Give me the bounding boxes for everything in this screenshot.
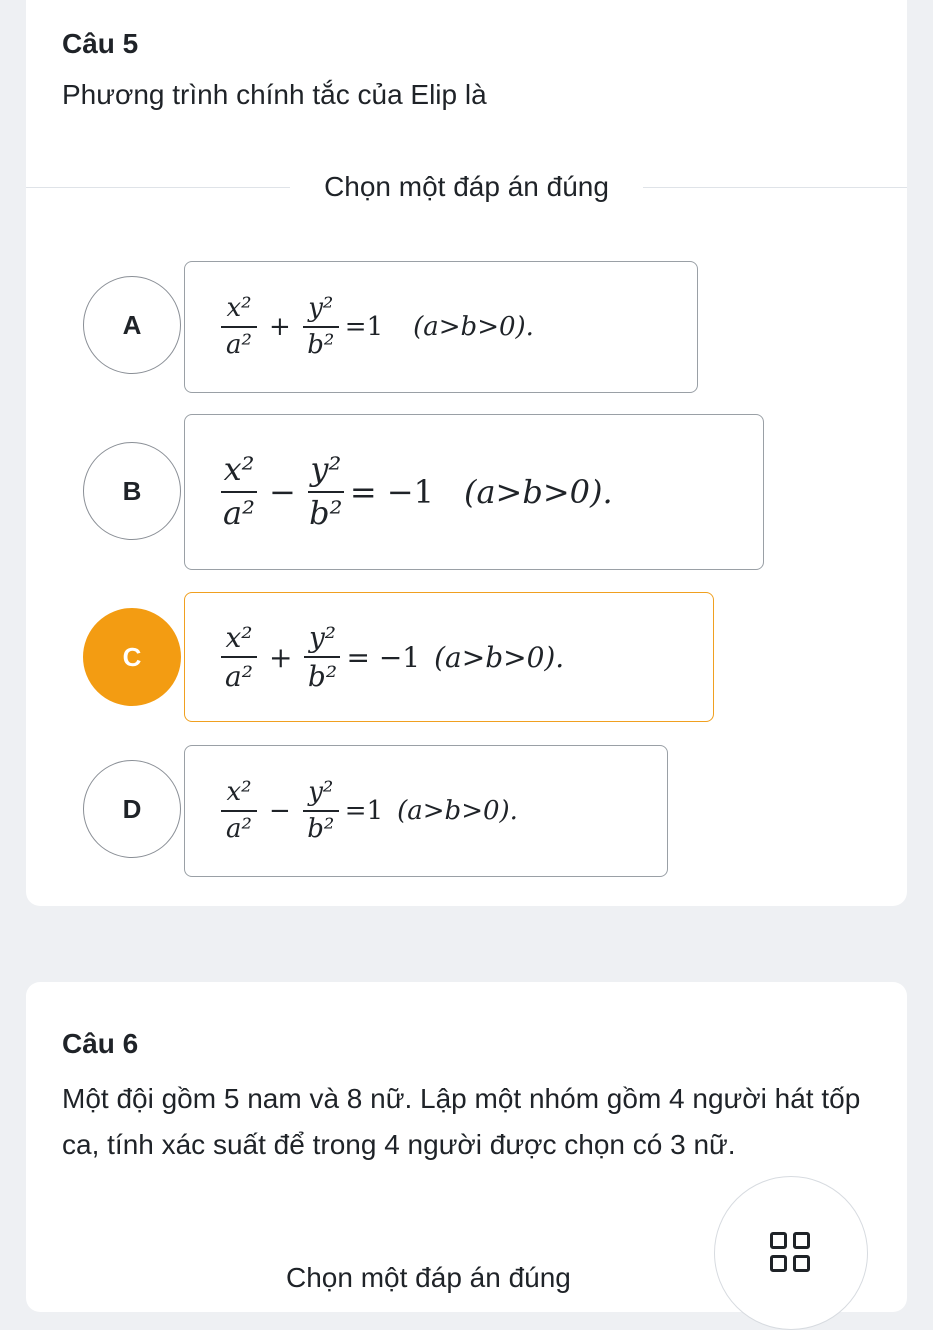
instruction-text: Chọn một đáp án đúng [324, 171, 609, 202]
instruction-text: Chọn một đáp án đúng [286, 1262, 571, 1293]
fraction-y: $\frac{\text{y²}}{\text{b²}}$ [303, 779, 339, 844]
option-letter: A [122, 309, 142, 340]
option-b-radio[interactable] [83, 442, 181, 540]
condition: (a>b>0). [413, 312, 534, 342]
condition: (a>b>0). [434, 640, 565, 674]
question-title: Câu 6 [62, 1028, 139, 1059]
formula [215, 620, 565, 693]
question-text: Một đội gồm 5 nam và 8 nữ. Lập một nhóm gồm 4 người hát tốp ca, tính xác suất để trong 4 người được chọn có 3 nữ. [62, 1083, 861, 1160]
grid-icon [770, 1232, 810, 1272]
option-d-radio[interactable] [83, 760, 181, 858]
option-b-answer[interactable] [184, 414, 764, 570]
condition: (a>b>0). [397, 796, 518, 826]
fraction-x: $\frac{\text{x²}}{\text{a²}}$ [221, 453, 257, 530]
fraction-x: $\frac{\text{x²}}{\text{a²}}$ [221, 779, 257, 844]
divider-line-right [643, 187, 907, 188]
right-hand-side: =1 [344, 312, 384, 342]
condition: (a>b>0). [463, 473, 613, 511]
right-hand-side: = −1 [349, 473, 434, 511]
option-letter: C [122, 641, 142, 672]
operator: − [269, 796, 291, 826]
option-c-answer[interactable] [184, 592, 714, 722]
fraction-y: $\frac{\text{y²}}{\text{b²}}$ [309, 450, 343, 532]
question-text: Phương trình chính tắc của Elip là [62, 79, 487, 110]
question-grid-button[interactable] [714, 1176, 868, 1330]
option-a-answer[interactable] [184, 261, 698, 393]
formula [215, 450, 613, 532]
option-d-answer[interactable] [184, 745, 668, 877]
fraction-y: $\frac{\text{y²}}{\text{b²}}$ [304, 623, 340, 692]
operator: + [269, 312, 291, 342]
formula [215, 776, 518, 844]
option-letter: B [122, 475, 142, 506]
fraction-y: $\frac{\text{y²}}{\text{b²}}$ [303, 295, 339, 360]
question-card-5 [26, 0, 907, 906]
question-title: Câu 5 [62, 28, 139, 59]
operator: − [269, 473, 296, 511]
fraction-x: $\frac{\text{x²}}{\text{a²}}$ [221, 623, 257, 692]
divider-line-left [26, 187, 290, 188]
right-hand-side: =1 [344, 796, 384, 826]
operator: + [269, 640, 293, 674]
option-c-radio[interactable] [83, 608, 181, 706]
option-a-radio[interactable] [83, 276, 181, 374]
instruction-divider [26, 165, 907, 209]
option-letter: D [122, 793, 142, 824]
formula [215, 292, 534, 360]
right-hand-side: = −1 [346, 640, 421, 674]
fraction-x: $\frac{\text{x²}}{\text{a²}}$ [221, 295, 257, 360]
